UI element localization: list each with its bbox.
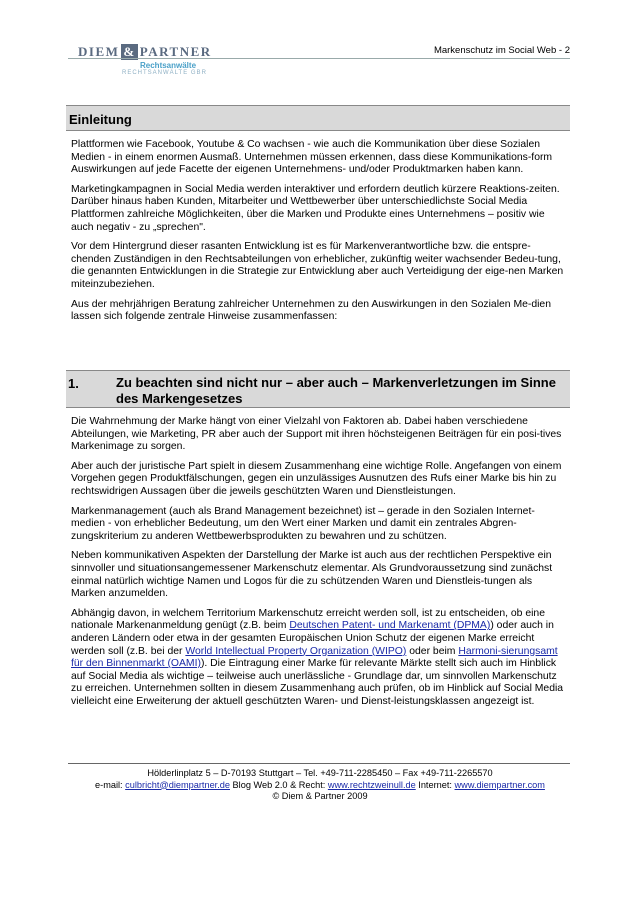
- section-heading-box: [66, 370, 570, 408]
- internet-label: Internet:: [415, 779, 455, 790]
- email-label: e-mail:: [95, 779, 126, 790]
- oami-link[interactable]: Harmoni-sierungsamt für den Binnenmarkt (OAMI): [71, 645, 558, 670]
- section-intro-body: [71, 139, 567, 331]
- section-heading: Zu beachten sind nicht nur – aber auch – Markenverletzungen im Sinne des Markengesetzes: [116, 375, 556, 406]
- wipo-link[interactable]: World Intellectual Property Organization (WIPO): [185, 645, 407, 657]
- text-segment: oder beim: [406, 645, 459, 657]
- blog-link[interactable]: www.rechtzweinull.de: [327, 779, 416, 790]
- blog-label: Blog Web 2.0 & Recht:: [230, 779, 328, 790]
- header-divider: [68, 58, 570, 59]
- logo-subtitle: Rechtsanwälte: [140, 61, 197, 70]
- paragraph: Aber auch der juristische Part spielt in diesem Zusammenhang eine wichtige Rolle. Angefangen von einem Vorgehen gegen Produktfälschungen, gegen ein unzulässiges Ausnutzen des Rufs einer Marke bis hin zu rechtswidrigen Aussagen über die jeweils geschützten Waren und Dienstleistungen.: [71, 460, 562, 497]
- running-header: [434, 45, 570, 56]
- section-1-body: [71, 416, 567, 715]
- header-separator: -: [556, 45, 565, 56]
- paragraph: Aus der mehrjährigen Beratung zahlreicher Unternehmen zu den Auswirkungen in den Sozialen Me-dien lassen sich folgende zentrale Hinweise zusammenfassen:: [71, 298, 551, 323]
- paragraph: Neben kommunikativen Aspekten der Darstellung der Marke ist auch aus der rechtlichen Perspektive ein sinnvoller und situationsangemessener Markenschutz elementar. Als Grundvoraussetzung sind zunächst einmal natürlich wichtige Namen und Logos für die zu schützenden Waren und Dienstleis-tungen als Marken anzumelden.: [71, 550, 553, 600]
- logo-ampersand: &: [123, 44, 136, 59]
- email-link[interactable]: culbricht@diempartner.de: [125, 779, 230, 790]
- section-heading-box: [66, 105, 570, 131]
- paragraph: Marketingkampagnen in Social Media werden interaktiver und erfordern deutlich kürzere Reaktions-zeiten. Darüber hinaus haben Kunden, Mitarbeiter und Wettbewerber über unterschiedlichste Social Media Plattformen zahlreiche Möglichkeiten, über die Marken und Produkte eines Unternehmens – positiv wie auch negativ - zu „sprechen".: [71, 183, 560, 233]
- logo-name-right: PARTNER: [139, 44, 212, 59]
- footer-copyright: © Diem & Partner 2009: [272, 791, 368, 802]
- paragraph: Plattformen wie Facebook, Youtube & Co wachsen - wie auch die Kommunikation über diese Sozialen Medien - in einem enormen Ausmaß. Unternehmen müssen erkennen, dass diese Kommunikations-form Auswirkungen auf jede Facette der eigenen Unternehmens- und/oder Produktmarken haben kann.: [71, 139, 553, 176]
- section-number: 1.: [68, 376, 79, 391]
- logo-name-left: DIEM: [78, 44, 120, 59]
- company-logo: [78, 44, 218, 80]
- section-heading: Einleitung: [69, 112, 132, 127]
- text-segment: Abhängig davon, in welchem Territorium Markenschutz erreicht werden soll, ist zu entscheiden, ob eine nationale Markenanmeldung genügt (z.B. beim: [71, 607, 545, 632]
- paragraph: Vor dem Hintergrund dieser rasanten Entwicklung ist es für Markenverantwortliche bzw. die entspre-chenden Zuständigen in den Rechtsabteilungen von erheblicher, zukünftig weiter wachsender Bedeu-tung, die genannten Entwicklungen in die Strategie zur Entwicklung aber auch Verteidigung der eige-nen Marken miteinzubeziehen.: [71, 241, 564, 290]
- paragraph: Markenmanagement (auch als Brand Management bezeichnet) ist – gerade in den Sozialen Internet-medien - von erheblicher Bedeutung, um den Wert einer Marken und damit ein zentrales Abgren-zungskriterium zu anderen Wettbewerbsprodukten zu bewahren und zu schützen.: [71, 505, 535, 542]
- paragraph: [71, 608, 567, 709]
- text-segment: ). Die Eintragung einer Marke für relevante Märkte stellt sich auch im Hinblick auf Social Media als wichtige – teilweise auch unerlässliche - Grundlage dar, um sinnvollen Markenschutz zu erreichen. Unternehmen sollten in diesem Zusammenhang auch prüfen, ob im Hinblick auf Social Media vielleicht eine Erweiterung der aktuell geschützten Waren- und Dienst-leistungsklassen angezeigt ist.: [71, 658, 564, 707]
- page-number: 2: [564, 45, 570, 56]
- text-segment: ) oder auch in anderen Ländern oder etwa in der gesamten Europäischen Union Schutz der eigenen Marke erreicht werden soll (z.B. bei der: [71, 620, 554, 657]
- dpma-link[interactable]: Deutschen Patent- und Markenamt (DPMA): [289, 620, 491, 632]
- website-link[interactable]: www.diempartner.com: [454, 779, 545, 790]
- footer-contacts: [60, 780, 580, 792]
- paragraph: Die Wahrnehmung der Marke hängt von einer Vielzahl von Faktoren ab. Dabei haben verschiedene Abteilungen, wie Marketing, PR aber auch der Support mit ihren höchsteigenen Beiträgen für ein posi-tives Markenimage zu sorgen.: [71, 416, 562, 453]
- page-footer: [60, 768, 580, 803]
- footer-divider: [68, 763, 570, 764]
- logo-subtitle-small: RECHTSANWÄLTE GBR: [122, 70, 207, 76]
- document-title: Markenschutz im Social Web: [433, 45, 557, 56]
- footer-address: Hölderlinplatz 5 – D-70193 Stuttgart – Tel. +49-711-2285450 – Fax +49-711-2265570: [147, 768, 493, 778]
